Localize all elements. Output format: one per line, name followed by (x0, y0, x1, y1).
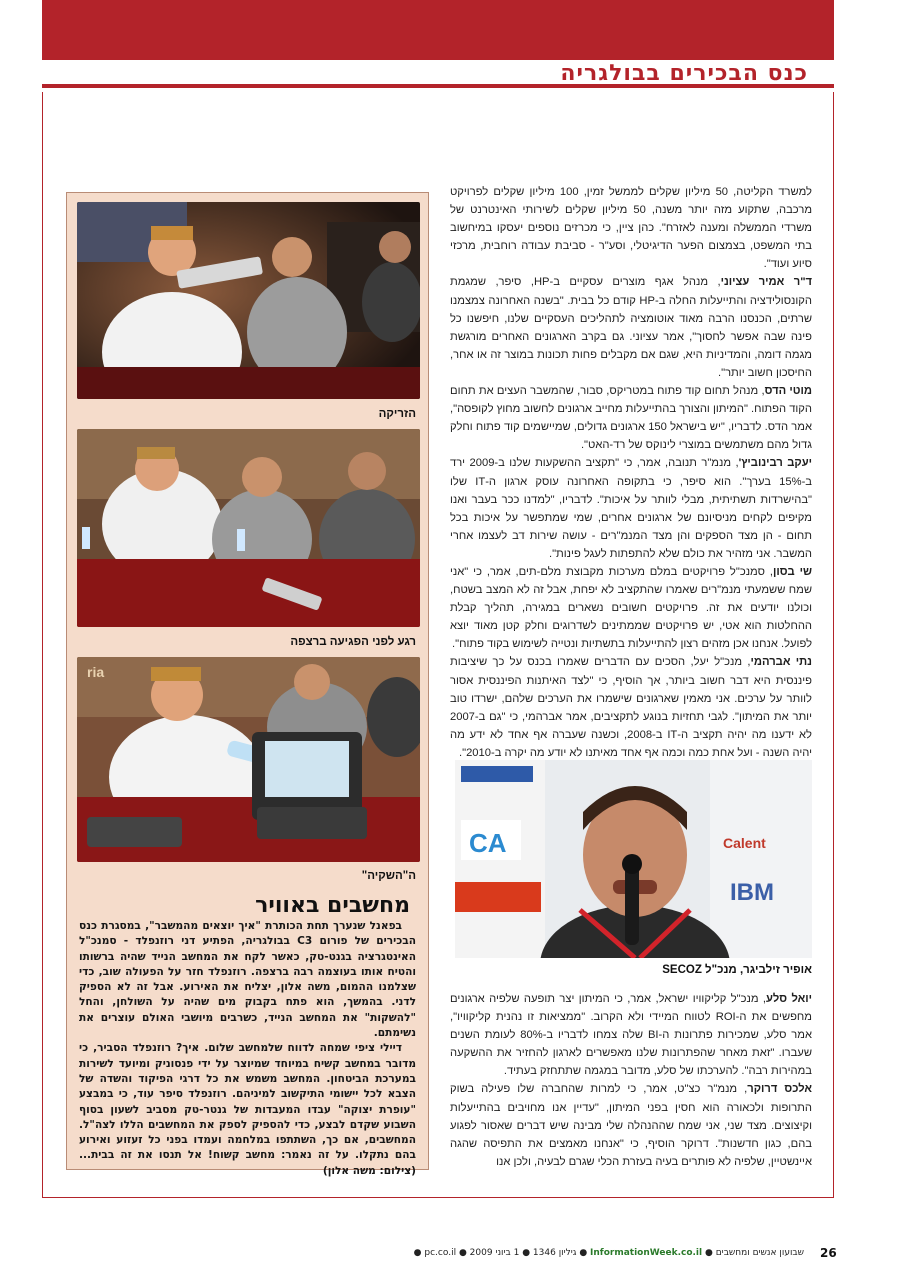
paragraph-lead-name: מוטי הדס (764, 385, 812, 398)
speaker-caption: אופיר זילביגר, מנכ"ל SECOZ (662, 964, 812, 976)
sidebar-headline: מחשבים באוויר (255, 893, 410, 918)
logo-calent: Calent (723, 835, 766, 851)
footer-website[interactable]: InformationWeek.co.il (590, 1248, 703, 1258)
footer-bullet-icon: ● (413, 1248, 422, 1258)
photo-watering (77, 657, 420, 862)
article-paragraph (450, 183, 812, 273)
footer-date: 1 ביוני 2009 (469, 1248, 520, 1258)
article-paragraph (450, 990, 812, 1080)
footer-bullet-icon: ● (576, 1248, 588, 1258)
photo-before-impact (77, 429, 420, 627)
sidebar-body (79, 919, 416, 1179)
sidebar-box (66, 192, 429, 1177)
paragraph-lead-name: שי בסון (772, 565, 812, 578)
footer-publication: שבועון אנשים ומחשבים (715, 1248, 804, 1258)
speaker-photo (455, 760, 812, 958)
section-title: כנס הבכירים בבולגריה (560, 61, 808, 86)
paragraph-text: , מנמ"ר כצ"ט, אמר, כי למרות שהחברה שלו פעילה בשוק התרופות ולכאורה הוא חסין בפני המיתון, "עדיין אנו מחויבים בהתייעלות וקיצוצים. מצד שני, אני שמח שההנהלה שלי מבינה שיש דברים שאסור לפגוע בהם, כגון חדשנות". דרוקר הוסיף, כי "אנחנו מאמצים את התפיסה שהגה איינשטיין, שלפיה לא פותרים בעיה בעזרת הכלי שגרם לבעיה, ולכן אנו (450, 1083, 812, 1168)
logo-ibm: IBM (730, 879, 774, 906)
article-paragraph (450, 653, 812, 762)
sidebar-paragraph: דיילי ציפי שמחה לדווח שלמחשב שלום. איך? רוזנפלד הסביר, כי מדובר במחשב קשיח במיוחד שמיוצר על ידי פנסוניק ומיועד לשירות במערכת הביטחון. המחשב משמש את כל דרגי הפיקוד והשדה של הצבא לכל יישומי התיקשוב למיניהם. רוזנפלד סיפר עוד, כי במבצע "עופרת יצוקה" עבדו המעבדות של גנטר-טק מסביב לשעון בסוף השבוע שקדם לבצע, כדי להספיק לספק את המחשבים הללו לצה"ל. המחשבים, אם כך, השתתפו במלחמה ועמדו בפני כל זעזוע ואירוע בהם נתקלו. על זה נאמר: מחשב קשוח! אל תנסו את זה בבית... (צילום: משה אלון) (79, 1042, 416, 1177)
paragraph-lead-name: יעקב רבינוביץ' (738, 457, 812, 470)
photo-throw (77, 202, 420, 399)
paragraph-lead-name: נתי אברהמי (750, 656, 812, 669)
paragraph-text: , מנהל אגף מוצרים עסקיים ב-HP, סיפר, שמגמת הקונסולידציה והתייעלות החלה ב-HP קודם כל בבית. "בשנה האחרונה צמצמנו שרתים, הכנסנו הרבה מאוד אוטומציה לתהליכים העסקיים שלנו, חיפשנו כל פינה שבה אפשר לחסוך", אמר עציוני. גם בקרב הארגונים האחרים מורגשת מגמה דומה, והמדיניות היא, שגם אם מקבלים פחות תכונות במוצר זה או אחר, החיסכון חשוב יותר". (450, 276, 812, 379)
footer-info (414, 1248, 804, 1258)
paragraph-lead-name: אלכס דרוקר (747, 1083, 812, 1096)
article-paragraph (450, 563, 812, 653)
section-title-bar (42, 60, 834, 88)
page-frame-left (42, 92, 43, 1197)
footer-line (42, 1197, 834, 1198)
paragraph-text: , סמנכ"ל פרויקטים במלם מערכות מקבוצת מלם-תים, אמר, כי "אני שמח ששמעתי מנמ"רים שאמרו שהתקציב לא יפחת, אבל זה לא המצב בשטח, וכולנו יודעים את זה. פרויקטים חשובים נשארים במגירה, תהליך קבלת ההחלטות הוא אטי, יש פרויקטים שממתינים לשדרוגים וחלק קטן מאוד יוצא לפועל. אנחנו אכן מזהים רצון להתייעלות בתשתיות ונטייה לשימוש בקוד פתוח". (450, 565, 812, 651)
photo-caption-3: ה"השקיה" (361, 870, 416, 882)
article-paragraph (450, 273, 812, 382)
paragraph-text: , מנהל תחום קוד פתוח במטריקס, סבור, שהמשבר העצים את תחום הקוד הפתוח. "המיתון והצורך בהתייעלות מחייב ארגונים לחשוב מחוץ לקופסה", אמר הדס. לדבריו, "יש בישראל 150 ארגונים גדולים, שמיישמים קוד פתוח וחלק גדול מהם משתמשים במוצרי לינוקס של רד-האט". (450, 385, 812, 452)
page-frame-right (833, 92, 834, 1197)
footer-issue: גיליון 1346 (532, 1248, 577, 1258)
page-number: 26 (820, 1246, 837, 1260)
article-column-bottom (450, 990, 812, 1171)
footer-bullet-icon: ● (519, 1248, 531, 1258)
article-paragraph (450, 454, 812, 563)
photo-caption-1: הזריקה (378, 408, 416, 420)
svg-text:ria: ria (87, 664, 105, 680)
paragraph-lead-name: יואל סלע (766, 993, 812, 1005)
header-band (42, 0, 834, 60)
article-column-top (450, 183, 812, 762)
footer-bullet-icon: ● (456, 1248, 467, 1258)
paragraph-text: , מנמ"ר תנובה, אמר, כי "תקציב ההשקעות שלנו ב-2009 ירד ב-15% בערך". הוא סיפר, כי בתקופה האחרונה עוסק ארגון ה-IT שלו "בהישרדות תשתיתית, מבלי לוותר על איכות". לדבריו, "למדנו ככר בעבר ואנו מקיפים לקחים מניסיונם של ארגונים אחרים, שמי שמתפשר על איכות בכל תחום - הן מצד הספקים והן מצד המנמ"רים - עושה שירות דב לעצמו אחרי המשבר. אני מזהיר את כולם שלא להתפתות לעגל פינות". (450, 457, 812, 560)
photo-caption-2: רגע לפני הפגיעה ברצפה (290, 636, 416, 648)
article-paragraph (450, 1080, 812, 1170)
logo-ca: CA (469, 828, 507, 858)
footer-bullet-icon: ● (702, 1248, 713, 1258)
sidebar-paragraph: בפאנל שנערך תחת הכותרת "איך יוצאים מהמשבר", במסגרת כנס הבכירים של פורום C3 בבולגריה, הפתיע דני רוזנפלד - סמנכ"ל האינטגרציה בגנט-טק, כאשר לקח את המחשב הנייד שהיה ברשותו והטיח אותו בעוצמה רבה ברצפה. רוזנפלד חזר על הפעולה שוב, כדי שצלמנו ההמום, משה אלון, יצליח את האירוע. אבל זה לא הספיק לדני. בהמשך, הוא פתח בקבוק מים שהיה על השולחן, והחל "להשקות" את המחשב הנייד, כשרבים מיושבי האולם עוצרים את נשימתם. (79, 920, 417, 1040)
paragraph-text: למשרד הקליטה, 50 מיליון שקלים לממשל זמין, 100 מיליון שקלים לפרויקט מרכבה, שתקוע מזה יותר משנה, 50 מיליון שקלים לשירותי האינטרנט של משרדי הממשלה ומענה לאזרח". כהן ציין, כי מכרזים נוספים יעסקו במיחשוב בתי המשפט, בצמצום הפער הדיגיטלי, וסע"ר - סביבת עבודה רוחבית, מרכזי סיוע ועוד". (450, 186, 812, 271)
footer-site2[interactable]: pc.co.il (424, 1248, 457, 1258)
paragraph-text: , מנכ"ל יעל, הסכים עם הדברים שאמרו בכנס על כך שיציבות פיננסית היא דבר חשוב ביותר, אך הוסיף, כי "לצד האיתנות הפיננסית אסור לוותר על ערכים. אני מאמין שארגונים שישמרו את הערכים שלהם, ישרדו טוב יותר את המיתון". לגבי תחזיות בנוגע לתקציבים, אמר אברהמי, כי "גם ב-2007 לא ידענו מה יהיה תקציב ה-IT ב-2008, וכשנה שעברה אף אחד לא ידע מה יהיה השנה - ועל אחת כמה וכמה אף אחד מאיתנו לא יודע מה יקרה ב-2010". (450, 656, 812, 759)
paragraph-lead-name: ד"ר אמיר עציוני (720, 276, 813, 289)
article-paragraph (450, 382, 812, 454)
paragraph-text: , מנכ"ל קליקוויו ישראל, אמר, כי המיתון יצר תופעה שלפיה ארגונים מחפשים את ה-ROI לטווח המיידי ולא הקרוב. "ממציאות זו נהנית קליקוויו", אמר סלע, שמכירות פתרונות ה-BI שלה צמחו לדבריו ב-80% לעומת השנים שעברו. "זאת מאחר שהפתרונות שלנו מאפשרים לארגון להחזיר את ההשקעה במהירות רבה". להערכתו של סלע, מדובר במגמה שתתחזק בעתיד. (450, 993, 812, 1078)
